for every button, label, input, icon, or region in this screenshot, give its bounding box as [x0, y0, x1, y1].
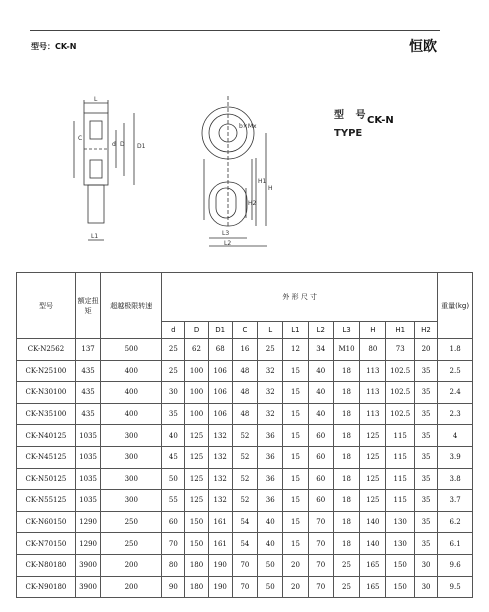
table-cell: 36	[258, 425, 283, 447]
table-cell: 35	[414, 382, 437, 404]
table-cell: 35	[414, 468, 437, 490]
table-cell: 115	[386, 490, 414, 512]
table-cell: 20	[283, 554, 308, 576]
type-cn: 型 号	[334, 110, 370, 121]
table-cell: 1035	[75, 446, 100, 468]
table-cell: 18	[333, 425, 359, 447]
table-cell: 70	[308, 576, 333, 598]
table-cell: 35	[414, 490, 437, 512]
table-cell: 125	[360, 425, 386, 447]
table-cell: 48	[232, 403, 257, 425]
table-cell: 48	[232, 382, 257, 404]
table-cell: 18	[333, 468, 359, 490]
table-cell: 15	[283, 360, 308, 382]
table-cell: 62	[185, 339, 208, 361]
table-cell: CK-N50125	[17, 468, 76, 490]
table-cell: 54	[232, 533, 257, 555]
table-cell: 18	[333, 490, 359, 512]
dim-L1: L1	[91, 233, 99, 240]
table-cell: M10	[333, 339, 359, 361]
sub-d: d	[162, 322, 185, 339]
table-cell: 102.5	[386, 382, 414, 404]
spec-table	[16, 272, 473, 598]
table-cell: 6.2	[438, 511, 473, 533]
sub-H1: H1	[386, 322, 414, 339]
table-cell: 1290	[75, 533, 100, 555]
table-cell: 25	[162, 339, 185, 361]
table-cell: 15	[283, 533, 308, 555]
table-cell: 40	[162, 425, 185, 447]
table-cell: 125	[185, 468, 208, 490]
table-cell: 106	[208, 403, 232, 425]
table-cell: 16	[232, 339, 257, 361]
table-cell: 15	[283, 468, 308, 490]
table-cell: 165	[360, 576, 386, 598]
table-cell: CK-N70150	[17, 533, 76, 555]
table-row	[17, 425, 473, 447]
table-cell: 18	[333, 511, 359, 533]
table-cell: 25	[333, 576, 359, 598]
table-cell: CK-N80180	[17, 554, 76, 576]
table-cell: CK-N60150	[17, 511, 76, 533]
table-cell: CK-N30100	[17, 382, 76, 404]
dim-M: b×Mx	[239, 123, 257, 130]
table-cell: 132	[208, 425, 232, 447]
table-cell: 70	[232, 576, 257, 598]
table-cell: 3900	[75, 554, 100, 576]
table-cell: 161	[208, 533, 232, 555]
table-row	[17, 554, 473, 576]
table-cell: 200	[101, 576, 162, 598]
table-cell: 25	[333, 554, 359, 576]
model-header: 型号：CK-N	[31, 42, 77, 51]
table-cell: 15	[283, 403, 308, 425]
table-cell: 20	[414, 339, 437, 361]
side-view-arm	[88, 185, 104, 223]
table-cell: 70	[308, 511, 333, 533]
table-cell: 15	[283, 490, 308, 512]
table-row	[17, 576, 473, 598]
table-cell: 70	[162, 533, 185, 555]
table-cell: 60	[308, 468, 333, 490]
table-cell: 35	[414, 360, 437, 382]
table-cell: 115	[386, 446, 414, 468]
table-cell: 140	[360, 533, 386, 555]
table-cell: 3.9	[438, 446, 473, 468]
table-cell: CK-N40125	[17, 425, 76, 447]
table-cell: 90	[162, 576, 185, 598]
table-cell: 132	[208, 468, 232, 490]
table-cell: 1035	[75, 425, 100, 447]
table-row	[17, 446, 473, 468]
table-cell: 1035	[75, 468, 100, 490]
table-cell: CK-N55125	[17, 490, 76, 512]
table-cell: 300	[101, 446, 162, 468]
table-cell: 73	[386, 339, 414, 361]
table-cell: 190	[208, 576, 232, 598]
table-cell: 150	[386, 554, 414, 576]
table-cell: 102.5	[386, 403, 414, 425]
table-cell: 125	[185, 425, 208, 447]
table-cell: 70	[308, 554, 333, 576]
dim-H2: H2	[248, 200, 257, 207]
table-cell: 4	[438, 425, 473, 447]
table-cell: 100	[185, 360, 208, 382]
col-torque: 额定扭矩	[75, 273, 100, 339]
table-cell: 50	[258, 554, 283, 576]
table-cell: 18	[333, 446, 359, 468]
table-cell: 435	[75, 403, 100, 425]
table-cell: 125	[185, 446, 208, 468]
sub-D1: D1	[208, 322, 232, 339]
table-row	[17, 360, 473, 382]
table-cell: 52	[232, 446, 257, 468]
table-cell: 3.7	[438, 490, 473, 512]
table-cell: 300	[101, 425, 162, 447]
table-cell: 30	[414, 576, 437, 598]
table-cell: 2.4	[438, 382, 473, 404]
table-cell: 18	[333, 403, 359, 425]
table-cell: 20	[283, 576, 308, 598]
table-cell: CK-N45125	[17, 446, 76, 468]
col-weight: 重量(kg)	[438, 273, 473, 339]
table-cell: 180	[185, 554, 208, 576]
table-cell: 9.5	[438, 576, 473, 598]
table-cell: 36	[258, 490, 283, 512]
table-cell: 200	[101, 554, 162, 576]
type-en: TYPE	[334, 128, 363, 139]
table-cell: 137	[75, 339, 100, 361]
table-cell: 54	[232, 511, 257, 533]
sub-L1: L1	[283, 322, 308, 339]
table-cell: 30	[414, 554, 437, 576]
table-cell: 32	[258, 403, 283, 425]
table-cell: CK-N2562	[17, 339, 76, 361]
table-cell: 113	[360, 360, 386, 382]
table-cell: 500	[101, 339, 162, 361]
brand-name: 恒欧	[409, 39, 437, 55]
sub-L: L	[258, 322, 283, 339]
dim-L2: L2	[224, 240, 232, 247]
table-cell: 40	[308, 382, 333, 404]
table-cell: 40	[258, 533, 283, 555]
dim-C: C	[78, 135, 83, 142]
table-cell: 32	[258, 382, 283, 404]
table-cell: 102.5	[386, 360, 414, 382]
table-cell: 190	[208, 554, 232, 576]
table-cell: 32	[258, 360, 283, 382]
table-row	[17, 403, 473, 425]
table-cell: 40	[258, 511, 283, 533]
type-label	[334, 106, 369, 140]
table-cell: 60	[308, 490, 333, 512]
table-cell: 18	[333, 360, 359, 382]
table-cell: 35	[414, 511, 437, 533]
table-cell: 6.1	[438, 533, 473, 555]
table-row	[17, 490, 473, 512]
table-cell: 35	[414, 425, 437, 447]
dim-D1: D1	[137, 143, 146, 150]
table-cell: 1290	[75, 511, 100, 533]
table-cell: 130	[386, 533, 414, 555]
sub-H: H	[360, 322, 386, 339]
table-cell: 3.8	[438, 468, 473, 490]
dim-D: D	[120, 141, 125, 148]
table-row	[17, 533, 473, 555]
table-cell: 150	[386, 576, 414, 598]
table-cell: 150	[185, 511, 208, 533]
dim-H: H	[268, 185, 273, 192]
table-cell: 125	[360, 490, 386, 512]
sub-L2: L2	[308, 322, 333, 339]
table-cell: 2.3	[438, 403, 473, 425]
dim-H1: H1	[258, 178, 267, 185]
table-cell: 180	[185, 576, 208, 598]
table-cell: 52	[232, 425, 257, 447]
col-model: 型号	[17, 273, 76, 339]
table-cell: 130	[386, 511, 414, 533]
table-cell: 40	[308, 360, 333, 382]
table-cell: 125	[185, 490, 208, 512]
table-cell: 25	[258, 339, 283, 361]
table-row	[17, 468, 473, 490]
table-cell: 400	[101, 360, 162, 382]
table-cell: CK-N90180	[17, 576, 76, 598]
table-cell: 45	[162, 446, 185, 468]
table-cell: 106	[208, 382, 232, 404]
table-cell: 1035	[75, 490, 100, 512]
table-cell: 400	[101, 382, 162, 404]
table-cell: 50	[162, 468, 185, 490]
table-cell: 15	[283, 425, 308, 447]
table-cell: 250	[101, 533, 162, 555]
table-cell: 70	[232, 554, 257, 576]
table-cell: 140	[360, 511, 386, 533]
table-cell: 80	[360, 339, 386, 361]
sub-C: C	[232, 322, 257, 339]
table-cell: 435	[75, 360, 100, 382]
table-cell: 115	[386, 425, 414, 447]
table-cell: 125	[360, 468, 386, 490]
table-cell: 35	[414, 446, 437, 468]
table-cell: 250	[101, 511, 162, 533]
table-cell: 132	[208, 446, 232, 468]
col-dims: 外 形 尺 寸	[162, 273, 438, 322]
table-cell: 40	[308, 403, 333, 425]
table-cell: CK-N25100	[17, 360, 76, 382]
table-cell: 435	[75, 382, 100, 404]
table-cell: 60	[308, 425, 333, 447]
table-cell: 15	[283, 446, 308, 468]
table-cell: 113	[360, 403, 386, 425]
table-cell: 113	[360, 382, 386, 404]
table-cell: 25	[162, 360, 185, 382]
sub-D: D	[185, 322, 208, 339]
table-cell: 150	[185, 533, 208, 555]
table-cell: 15	[283, 511, 308, 533]
table-cell: 35	[162, 403, 185, 425]
table-cell: 35	[414, 533, 437, 555]
table-row	[17, 339, 473, 361]
table-cell: 9.6	[438, 554, 473, 576]
dim-L3: L3	[222, 230, 230, 237]
table-cell: 1.8	[438, 339, 473, 361]
table-cell: 52	[232, 468, 257, 490]
table-cell: CK-N35100	[17, 403, 76, 425]
table-cell: 3900	[75, 576, 100, 598]
dim-d: d	[112, 141, 116, 148]
table-cell: 68	[208, 339, 232, 361]
type-model: CK-N	[367, 115, 394, 126]
sub-L3: L3	[333, 322, 359, 339]
table-row	[17, 382, 473, 404]
table-cell: 165	[360, 554, 386, 576]
table-cell: 55	[162, 490, 185, 512]
table-cell: 30	[162, 382, 185, 404]
table-cell: 100	[185, 382, 208, 404]
table-cell: 60	[162, 511, 185, 533]
table-cell: 2.5	[438, 360, 473, 382]
table-cell: 36	[258, 468, 283, 490]
table-cell: 50	[258, 576, 283, 598]
table-cell: 115	[386, 468, 414, 490]
table-cell: 100	[185, 403, 208, 425]
col-speed: 超越极限转速	[101, 273, 162, 339]
table-cell: 36	[258, 446, 283, 468]
table-cell: 80	[162, 554, 185, 576]
table-cell: 161	[208, 511, 232, 533]
table-cell: 18	[333, 382, 359, 404]
table-cell: 106	[208, 360, 232, 382]
table-cell: 12	[283, 339, 308, 361]
table-cell: 300	[101, 468, 162, 490]
table-cell: 35	[414, 403, 437, 425]
table-cell: 60	[308, 446, 333, 468]
table-row	[17, 511, 473, 533]
table-cell: 300	[101, 490, 162, 512]
table-cell: 400	[101, 403, 162, 425]
technical-drawing	[0, 0, 489, 265]
table-cell: 48	[232, 360, 257, 382]
table-cell: 132	[208, 490, 232, 512]
table-cell: 125	[360, 446, 386, 468]
dim-L: L	[94, 96, 98, 103]
table-cell: 52	[232, 490, 257, 512]
table-cell: 70	[308, 533, 333, 555]
table-cell: 18	[333, 533, 359, 555]
table-cell: 34	[308, 339, 333, 361]
table-cell: 15	[283, 382, 308, 404]
sub-H2: H2	[414, 322, 437, 339]
